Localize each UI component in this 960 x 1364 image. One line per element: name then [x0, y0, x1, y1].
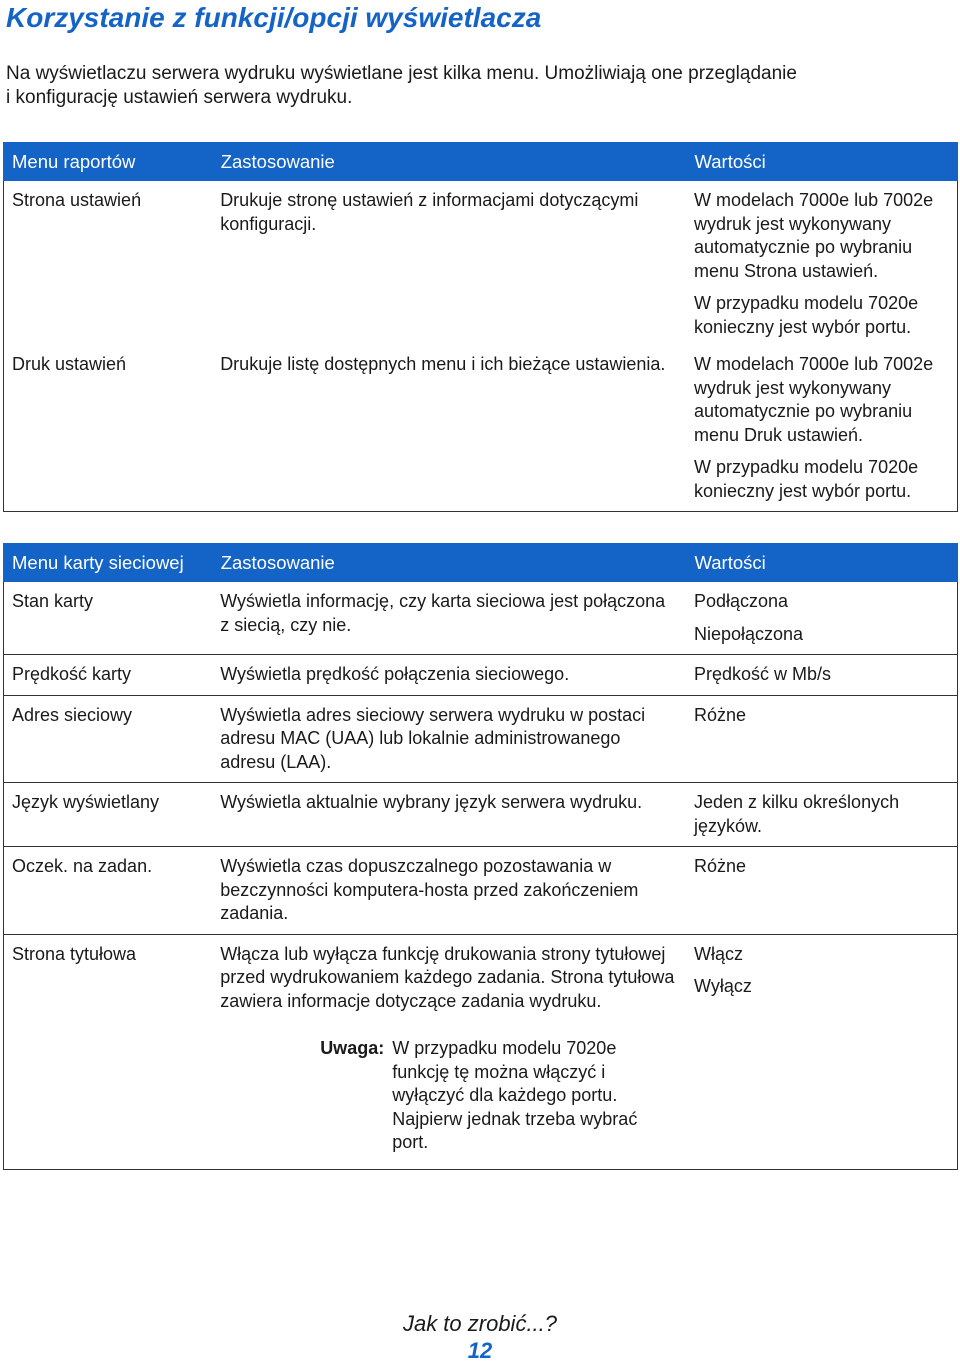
note-block	[220, 1037, 678, 1155]
menu-cell: Stan karty	[4, 582, 213, 655]
use-cell: Drukuje stronę ustawień z informacjami dotyczącymi konfiguracji.	[220, 190, 639, 234]
table-row	[4, 582, 958, 655]
value-text: Prędkość w Mb/s	[693, 664, 832, 684]
column-header-menu: Menu raportów	[4, 143, 213, 181]
use-cell: Wyświetla informację, czy karta sieciowa jest połączona z siecią, czy nie.	[212, 582, 686, 655]
menu-cell: Prędkość karty	[4, 655, 213, 696]
column-header-values: Wartości	[686, 143, 958, 181]
value-text: Włącz	[693, 943, 743, 964]
use-text: Włącza lub wyłącza funkcję drukowania strony tytułowej przed wydrukowaniem każdego zadania. Strona tytułowa zawiera informacje dotyczące zadania wydruku.	[220, 943, 675, 1011]
menu-cell: Język wyświetlany	[4, 783, 213, 847]
page-title: Korzystanie z funkcji/opcji wyświetlacza	[6, 2, 542, 33]
table-row	[4, 655, 958, 696]
values-cell	[686, 181, 958, 346]
column-header-values: Wartości	[686, 544, 958, 582]
values-cell	[686, 783, 958, 847]
use-cell: Wyświetla aktualnie wybrany język serwera wydruku.	[212, 783, 686, 847]
column-header-use: Zastosowanie	[212, 143, 686, 181]
use-cell	[212, 934, 686, 1169]
menu-cell: Strona tytułowa	[4, 934, 213, 1169]
reports-menu-table	[3, 142, 958, 512]
note-text: W przypadku modelu 7020e funkcję tę można włączyć i wyłączyć dla każdego portu. Najpierw jednak trzeba wybrać port.	[392, 1038, 638, 1152]
table-row	[4, 695, 958, 783]
note-label: Uwaga:	[320, 1038, 385, 1058]
column-header-menu: Menu karty sieciowej	[4, 544, 213, 582]
network-menu-table	[3, 543, 958, 1170]
page-number: 12	[467, 1338, 493, 1363]
value-text: W modelach 7000e lub 7002e wydruk jest wykonywany automatycznie po wybraniu menu Strona ustawień.	[693, 190, 934, 281]
column-header-use: Zastosowanie	[212, 544, 686, 582]
use-cell: Wyświetla prędkość połączenia sieciowego.	[212, 655, 686, 696]
table-header-row	[4, 544, 958, 582]
use-cell: Wyświetla czas dopuszczalnego pozostawania w bezczynności komputera-hosta przed zakończeniem zadania.	[212, 847, 686, 935]
value-text: W przypadku modelu 7020e konieczny jest wybór portu.	[693, 293, 919, 337]
value-text: Podłączona	[693, 591, 789, 611]
value-text: W modelach 7000e lub 7002e wydruk jest wykonywany automatycznie po wybraniu menu Druk ustawień.	[693, 354, 934, 445]
values-cell	[686, 655, 958, 696]
use-cell: Drukuje listę dostępnych menu i ich bieżące ustawienia.	[212, 345, 686, 512]
value-text: Różne	[693, 856, 747, 876]
menu-cell: Oczek. na zadan.	[4, 847, 213, 935]
value-text: W przypadku modelu 7020e konieczny jest wybór portu.	[693, 457, 919, 501]
table-row	[4, 345, 958, 512]
intro-paragraph	[6, 62, 946, 110]
table-row	[4, 847, 958, 935]
value-text: Jeden z kilku określonych języków.	[693, 792, 900, 836]
values-cell	[686, 582, 958, 655]
values-cell	[686, 847, 958, 935]
table-header-row	[4, 143, 958, 181]
table-row	[4, 934, 958, 1169]
menu-cell: Strona ustawień	[12, 190, 142, 210]
menu-cell: Druk ustawień	[4, 345, 213, 512]
footer-section-title: Jak to zrobić...?	[402, 1311, 558, 1336]
page-footer	[0, 1310, 960, 1364]
values-cell	[686, 934, 958, 1169]
table-row	[4, 181, 958, 346]
menu-cell: Adres sieciowy	[4, 695, 213, 783]
table-row	[4, 783, 958, 847]
values-cell	[686, 345, 958, 512]
value-text: Niepołączona	[693, 623, 804, 644]
value-text: Wyłącz	[693, 976, 752, 996]
intro-line-2: i konfigurację ustawień serwera wydruku.	[6, 87, 353, 108]
intro-line-1: Na wyświetlaczu serwera wydruku wyświetlane jest kilka menu. Umożliwiają one przeglądanie	[6, 63, 797, 84]
value-text: Różne	[693, 704, 747, 725]
values-cell	[686, 695, 958, 783]
use-cell: Wyświetla adres sieciowy serwera wydruku w postaci adresu MAC (UAA) lub lokalnie administrowanego adresu (LAA).	[212, 695, 686, 783]
